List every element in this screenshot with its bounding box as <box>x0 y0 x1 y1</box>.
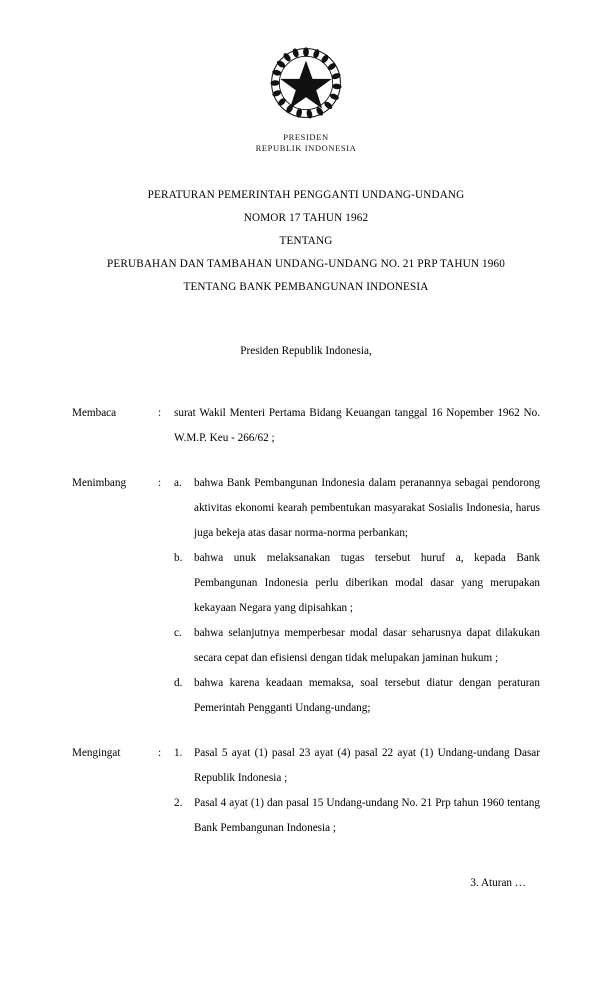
clause-item-marker: c. <box>174 627 182 639</box>
title-line-2: NOMOR 17 TAHUN 1962 <box>243 212 369 224</box>
clause-item-marker: 2. <box>174 797 183 809</box>
title-line-5: TENTANG BANK PEMBANGUNAN INDONESIA <box>183 281 429 293</box>
signatory-line: Presiden Republik Indonesia, <box>240 345 372 357</box>
clause-row <box>72 741 540 841</box>
clause-item-marker: d. <box>174 677 183 689</box>
clause-item <box>174 671 540 721</box>
clause-item-text: bahwa Bank Pembangunan Indonesia dalam peranannya sebagai pendorong aktivitas ekonomi kearah pembentukan masyarakat Sosialis Indonesia, harus juga bekeja atas dasar norma-norma perbankan; <box>194 477 540 539</box>
clause-item <box>174 546 540 621</box>
clause-item-text: bahwa selanjutnya memperbesar modal dasar seharusnya dapat dilakukan secara cepat dan efisiensi dengan tidak melupakan jaminan hukum ; <box>194 627 540 664</box>
clause-body <box>174 401 540 451</box>
clause-item-marker: a. <box>174 477 182 489</box>
clause-item <box>174 741 540 791</box>
title-line-3: TENTANG <box>279 235 333 247</box>
clause-row <box>72 471 540 721</box>
clause-list <box>72 401 540 841</box>
clause-label: Menimbang <box>72 477 127 489</box>
clause-item-text: bahwa unuk melaksanakan tugas tersebut huruf a, kepada Bank Pembangunan Indonesia perlu diberikan modal dasar yang merupakan kekayaan Negara yang dipisahkan ; <box>194 552 540 614</box>
emblem-caption <box>256 132 357 154</box>
clause-item <box>174 471 540 546</box>
clause-item <box>174 791 540 841</box>
clause-label: Mengingat <box>72 747 121 759</box>
clause-body <box>174 471 540 721</box>
title-line-1: PERATURAN PEMERINTAH PENGGANTI UNDANG-UNDANG <box>147 189 465 201</box>
emblem-block <box>72 0 540 154</box>
clause-colon: : <box>158 477 162 489</box>
clause-paragraph: surat Wakil Menteri Pertama Bidang Keuangan tanggal 16 Nopember 1962 No. W.M.P. Keu - 266/62 ; <box>174 407 540 444</box>
clause-item-text: bahwa karena keadaan memaksa, soal tersebut diatur dengan peraturan Pemerintah Pengganti Undang-undang; <box>194 677 540 714</box>
clause-row <box>72 401 540 451</box>
clause-item-marker: b. <box>174 552 183 564</box>
clause-colon: : <box>158 747 162 759</box>
document-title <box>72 184 540 299</box>
emblem-caption-line2: REPUBLIK INDONESIA <box>255 143 357 153</box>
emblem-caption-line1: PRESIDEN <box>283 132 329 142</box>
garuda-star-emblem-icon <box>263 40 349 126</box>
clause-label: Membaca <box>72 407 117 419</box>
clause-item-text: Pasal 4 ayat (1) dan pasal 15 Undang-undang No. 21 Prp tahun 1960 tentang Bank Pembangunan Indonesia ; <box>194 797 540 834</box>
clause-item-text: Pasal 5 ayat (1) pasal 23 ayat (4) pasal 22 ayat (1) Undang-undang Dasar Republik Indonesia ; <box>194 747 540 784</box>
continuation-note: 3. Aturan … <box>470 877 526 889</box>
clause-colon: : <box>158 407 162 419</box>
clause-item <box>174 621 540 671</box>
clause-body <box>174 741 540 841</box>
clause-item-marker: 1. <box>174 747 183 759</box>
title-line-4: PERUBAHAN DAN TAMBAHAN UNDANG-UNDANG NO. 21 PRP TAHUN 1960 <box>107 258 505 270</box>
